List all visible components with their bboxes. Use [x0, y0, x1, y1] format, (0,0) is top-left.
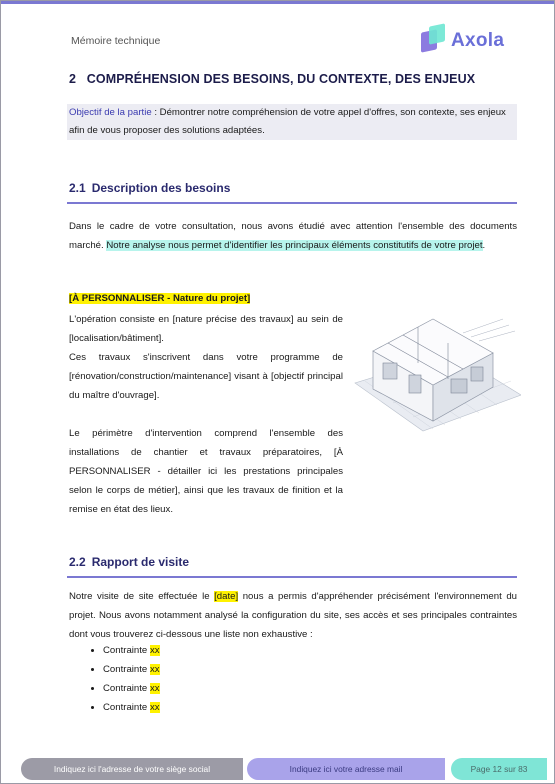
objective-label: Objectif de la partie — [69, 107, 152, 118]
header-doc-title: Mémoire technique — [71, 35, 161, 47]
list-item: • Contrainte xx — [103, 698, 160, 717]
list-item: • Contrainte xx — [103, 641, 160, 660]
logo-mark-icon — [419, 25, 447, 53]
subsection-rule — [67, 576, 517, 578]
company-logo — [419, 21, 519, 57]
footer-address: Indiquez ici l'adresse de votre siège social — [21, 758, 243, 780]
subsection-number: 2.1 — [69, 181, 86, 195]
subsection-heading-2-2 — [69, 555, 189, 569]
constraints-list — [71, 641, 160, 717]
top-accent-line — [1, 1, 554, 4]
footer-page-number: Page 12 sur 83 — [451, 758, 547, 780]
needs-paragraph — [69, 217, 517, 255]
subsection-rule — [67, 202, 517, 204]
list-item: • Contrainte xx — [103, 660, 160, 679]
objective-box — [67, 104, 517, 140]
objective-text: : Démontrer notre compréhension de votre appel d'offres, son contexte, ses enjeux afin de vous proposer des solutions adaptées. — [69, 107, 506, 136]
section-heading — [69, 72, 475, 86]
visit-text-b: nous a permis d'appréhender précisément l'environnement du projet. Nous avons notamment analysé la configuration du site, ses accès et ses principales contraintes dont vous trouverez ci-dessous une liste non exhaustive : — [69, 591, 517, 640]
needs-end: . — [482, 240, 486, 251]
visit-paragraph — [69, 587, 517, 644]
needs-highlight: Notre analyse nous permet d'identifier les principaux éléments constitutifs de votre projet — [106, 240, 483, 251]
visit-date-placeholder: [date] — [214, 591, 239, 602]
logo-wordmark: Axola — [451, 30, 505, 51]
list-item: • Contrainte xx — [103, 679, 160, 698]
section-title: COMPRÉHENSION DES BESOINS, DU CONTEXTE, DES ENJEUX — [86, 72, 476, 86]
needs-text: Dans le cadre de votre consultation, nous avons étudié avec attention l'ensemble des documents marché. — [69, 221, 517, 251]
visit-text-a: Notre visite de site effectuée le — [69, 591, 215, 602]
subsection-title: Description des besoins — [91, 181, 231, 195]
subsection-heading-2-1 — [69, 181, 230, 195]
customize-tag: [À PERSONNALISER - Nature du projet] — [69, 293, 251, 304]
project-program-paragraph: Ces travaux s'inscrivent dans votre programme de [rénovation/construction/maintenance] visant à [objectif principal du maître d'ouvrage]. — [69, 352, 343, 401]
footer-email: Indiquez ici votre adresse mail — [247, 758, 445, 780]
project-nature-paragraph: L'opération consiste en [nature précise des travaux] au sein de [localisation/bâtiment]. — [69, 314, 343, 344]
architecture-model-illustration — [353, 313, 521, 445]
subsection-title: Rapport de visite — [91, 555, 190, 569]
subsection-number: 2.2 — [69, 555, 86, 569]
section-number: 2 — [69, 72, 77, 86]
project-scope-paragraph: Le périmètre d'intervention comprend l'ensemble des installations de chantier et travaux préparatoires, [À PERSONNALISER - détailler ici les prestations principales selon le corps de métier], ainsi que les travaux de finition et la remise en état des lieux. — [69, 428, 343, 515]
